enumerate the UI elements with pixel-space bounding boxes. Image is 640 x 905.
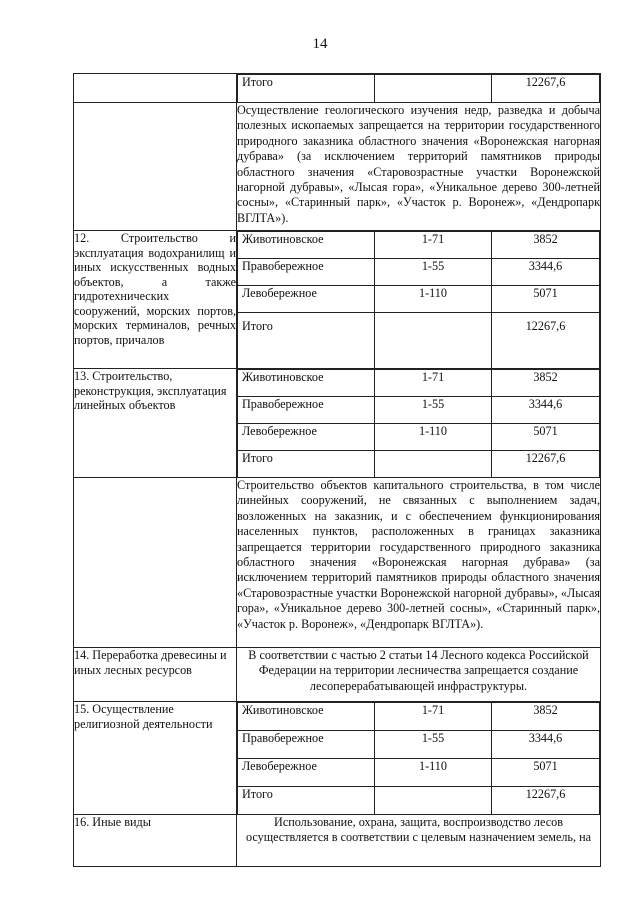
- values-subtable: [237, 702, 600, 814]
- area-value: 12267,6: [492, 451, 600, 478]
- values-row: [238, 787, 600, 815]
- values-row: [238, 313, 600, 369]
- forestry-name: Животиновское: [238, 703, 375, 731]
- forestry-name: Правобережное: [238, 259, 375, 286]
- activity-name: 15. Осуществление религиозной деятельности: [74, 702, 237, 815]
- table-row: [74, 231, 601, 369]
- forestry-name: Итого: [238, 313, 375, 369]
- quarter-numbers: [375, 787, 492, 815]
- activity-name: 16. Иные виды: [74, 815, 237, 867]
- area-value: 3852: [492, 703, 600, 731]
- values-row: [238, 759, 600, 787]
- page-number: 14: [312, 36, 328, 52]
- restriction-text: В соответствии с частью 2 статьи 14 Лесного кодекса Российской Федерации на территории лесничества запрещается создание лесоперерабатывающей инфраструктуры.: [237, 648, 601, 702]
- restriction-text: Использование, охрана, защита, воспроизводство лесов осуществляется в соответствии с целевым назначением земель, на: [237, 815, 601, 867]
- values-subtable: [237, 74, 600, 102]
- area-value: 12267,6: [492, 787, 600, 815]
- quarter-numbers: 1-55: [375, 259, 492, 286]
- area-value: 5071: [492, 286, 600, 313]
- table-row: [74, 702, 601, 815]
- values-subtable: [237, 231, 600, 368]
- quarter-numbers: [375, 75, 492, 103]
- quarter-numbers: 1-71: [375, 703, 492, 731]
- quarter-numbers: 1-110: [375, 286, 492, 313]
- quarter-numbers: 1-71: [375, 370, 492, 397]
- values-row: [238, 370, 600, 397]
- forest-use-table: [73, 73, 601, 867]
- area-value: 3344,6: [492, 397, 600, 424]
- quarter-numbers: 1-55: [375, 731, 492, 759]
- values-row: [238, 424, 600, 451]
- quarter-numbers: 1-110: [375, 424, 492, 451]
- values-row: [238, 259, 600, 286]
- quarter-numbers: [375, 451, 492, 478]
- forestry-name: Левобережное: [238, 759, 375, 787]
- values-row: [238, 75, 600, 103]
- values-cell: [237, 74, 601, 103]
- table-row: [74, 74, 601, 103]
- values-row: [238, 451, 600, 478]
- values-row: [238, 232, 600, 259]
- area-value: 3852: [492, 232, 600, 259]
- activity-name: 14. Переработка древесины и иных лесных ресурсов: [74, 648, 237, 702]
- activity-name: 12. Строительство и эксплуатация водохранилищ и иных искусственных водных объектов, а также гидротехнических сооружений, морских портов, морских терминалов, речных портов, причалов: [74, 231, 237, 369]
- forestry-name: Животиновское: [238, 370, 375, 397]
- values-row: [238, 731, 600, 759]
- forestry-name: Левобережное: [238, 424, 375, 451]
- table-row: [74, 648, 601, 702]
- forestry-name: Левобережное: [238, 286, 375, 313]
- quarter-numbers: 1-110: [375, 759, 492, 787]
- table-row: [74, 815, 601, 867]
- area-value: 5071: [492, 424, 600, 451]
- forestry-name: Животиновское: [238, 232, 375, 259]
- area-value: 12267,6: [492, 75, 600, 103]
- table-row: [74, 369, 601, 478]
- forestry-name: Итого: [238, 787, 375, 815]
- activity-name: 13. Строительство, реконструкция, эксплуатация линейных объектов: [74, 369, 237, 478]
- forestry-name: Правобережное: [238, 397, 375, 424]
- activity-cell: [74, 74, 237, 103]
- restriction-text: Строительство объектов капитального строительства, в том числе линейных сооружений, не связанных с выполнением задач, возложенных на заказник, и с обеспечением функционирования населенных пунктов, расположенных в границах заказника запрещается территории государственного природного заказника областного значения «Воронежская нагорная дубрава» (за исключением территорий памятников природы областного значения «Старовозрастные участки Воронежской нагорной дубравы», «Лысая гора», «Уникальное дерево 300-летней сосны», «Старинный парк», «Участок р. Воронеж», «Дендропарк ВГЛТА»).: [237, 478, 601, 648]
- values-cell: [237, 369, 601, 478]
- quarter-numbers: 1-55: [375, 397, 492, 424]
- area-value: 3344,6: [492, 259, 600, 286]
- quarter-numbers: [375, 313, 492, 369]
- table-row: [74, 478, 601, 648]
- activity-cell: [74, 103, 237, 231]
- values-row: [238, 397, 600, 424]
- values-cell: [237, 231, 601, 369]
- forestry-name: Итого: [238, 75, 375, 103]
- values-subtable: [237, 369, 600, 477]
- forestry-name: Итого: [238, 451, 375, 478]
- values-cell: [237, 702, 601, 815]
- forestry-name: Правобережное: [238, 731, 375, 759]
- area-value: 3344,6: [492, 731, 600, 759]
- area-value: 5071: [492, 759, 600, 787]
- area-value: 3852: [492, 370, 600, 397]
- area-value: 12267,6: [492, 313, 600, 369]
- restriction-text: Осуществление геологического изучения недр, разведка и добыча полезных ископаемых запрещается на территории государственного природного заказника областного значения «Воронежская нагорная дубрава» (за исключением территорий памятников природы областного значения «Старовозрастные участки Воронежской нагорной дубравы», «Лысая гора», «Уникальное дерево 300-летней сосны», «Старинный парк», «Участок р. Воронеж», «Дендропарк ВГЛТА»).: [237, 103, 601, 231]
- quarter-numbers: 1-71: [375, 232, 492, 259]
- values-row: [238, 703, 600, 731]
- activity-cell: [74, 478, 237, 648]
- values-row: [238, 286, 600, 313]
- table-row: [74, 103, 601, 231]
